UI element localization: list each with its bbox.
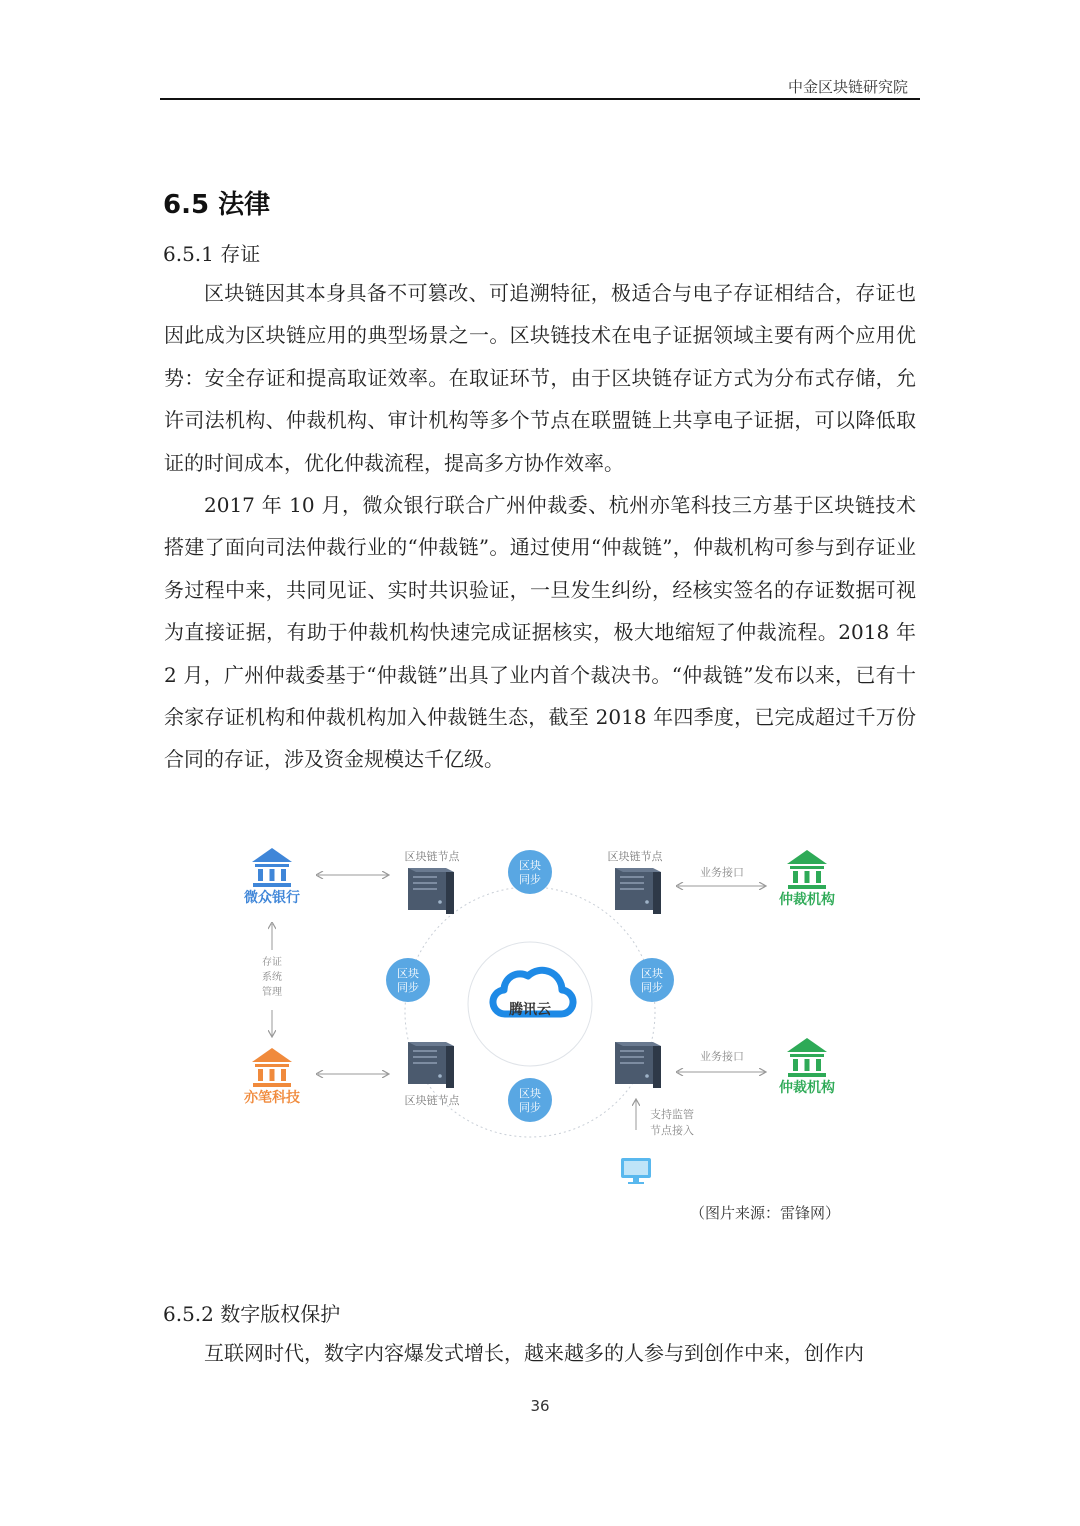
bank-icon: [252, 1048, 292, 1087]
sync-badge-top: [508, 850, 552, 894]
bank-icon: [787, 1038, 827, 1077]
sync-badge-bottom: [508, 1078, 552, 1122]
webank-institution: [244, 848, 300, 906]
svg-text:区块: 区块: [519, 1087, 541, 1100]
blockchain-node-top-left: [405, 849, 461, 914]
mgmt-label-3: 管理: [262, 987, 282, 998]
sync-badge-right: [630, 958, 674, 1002]
node-label: 区块链节点: [607, 850, 663, 863]
svg-text:同步: 同步: [397, 981, 419, 994]
yibi-tech-institution: [244, 1048, 300, 1106]
mgmt-label-1: 存证: [262, 957, 282, 968]
server-icon: [615, 1042, 661, 1088]
header-divider: [160, 98, 920, 100]
bank-icon: [787, 850, 827, 889]
sync-badge-left: [386, 958, 430, 1002]
header-org-name: 中金区块链研究院: [787, 78, 908, 96]
yibi-tech-label: 亦笔科技: [244, 1090, 300, 1106]
tencent-cloud-node: [468, 942, 592, 1066]
paragraph-evidence-1: 区块链因其本身具备不可篡改、可追溯特征，极适合与电子存证相结合，存证也因此成为区块链应用的典型场景之一。区块链技术在电子证据领域主要有两个应用优势：安全存证和提高取证效率。在取证环节，由于区块链存证方式为分布式存储，允许司法机构、仲裁机构、审计机构等多个节点在联盟链上共享电子证据，可以降低取证的时间成本，优化仲裁流程，提高多方协作效率。: [164, 281, 916, 475]
svg-text:同步: 同步: [519, 1101, 541, 1114]
mgmt-label-2: 系统: [262, 972, 282, 983]
monitor-icon: [621, 1158, 651, 1184]
arbitration-institution-bottom: [779, 1038, 835, 1096]
figure-caption: （图片来源：雷锋网）: [690, 1204, 841, 1222]
subsection-title-copyright: 6.5.2 数字版权保护: [163, 1302, 341, 1326]
section-title: 6.5 法律: [163, 190, 271, 220]
support-label-1: 支持监管: [650, 1108, 694, 1121]
support-label-2: 节点接入: [650, 1124, 694, 1137]
interface-label: 业务接口: [700, 866, 744, 879]
server-icon: [615, 868, 661, 914]
page-number: 36: [530, 1397, 550, 1415]
interface-label: 业务接口: [700, 1050, 744, 1063]
node-label: 区块链节点: [404, 850, 460, 863]
svg-text:区块: 区块: [397, 967, 419, 980]
server-icon: [408, 868, 454, 914]
server-icon: [408, 1042, 454, 1088]
svg-text:同步: 同步: [519, 873, 541, 886]
node-label: 区块链节点: [404, 1094, 460, 1107]
webank-label: 微众银行: [244, 890, 300, 906]
arbitration-label: 仲裁机构: [779, 892, 835, 908]
paragraph-copyright-1: 互联网时代，数字内容爆发式增长，越来越多的人参与到创作中来，创作内: [204, 1341, 864, 1365]
arbitration-chain-figure: [230, 832, 860, 1192]
bank-icon: [252, 848, 292, 887]
svg-text:同步: 同步: [641, 981, 663, 994]
arbitration-institution-top: [779, 850, 835, 908]
blockchain-node-bottom-left: [405, 1042, 461, 1107]
paragraph-evidence-2: 2017 年 10 月，微众银行联合广州仲裁委、杭州亦笔科技三方基于区块链技术搭建了面向司法仲裁行业的“仲裁链”。通过使用“仲裁链”，仲裁机构可参与到存证业务过程中来，共同见证、实时共识验证，一旦发生纠纷，经核实签名的存证数据可视为直接证据，有助于仲裁机构快速完成证据核实，极大地缩短了仲裁流程。2018 年 2 月，广州仲裁委基于“仲裁链”出具了业内首个裁决书。“仲裁链”发布以来，已有十余家存证机构和仲裁机构加入仲裁链生态，截至 2018 年四季度，已完成超过千万份合同的存证，涉及资金规模达千亿级。: [164, 493, 916, 772]
svg-text:区块: 区块: [519, 859, 541, 872]
center-label: 腾讯云: [509, 1002, 551, 1018]
subsection-title-evidence: 6.5.1 存证: [163, 242, 261, 266]
blockchain-node-top-right: [608, 849, 664, 914]
svg-text:区块: 区块: [641, 967, 663, 980]
blockchain-node-bottom-right: [615, 1042, 661, 1088]
arbitration-label: 仲裁机构: [779, 1080, 835, 1096]
